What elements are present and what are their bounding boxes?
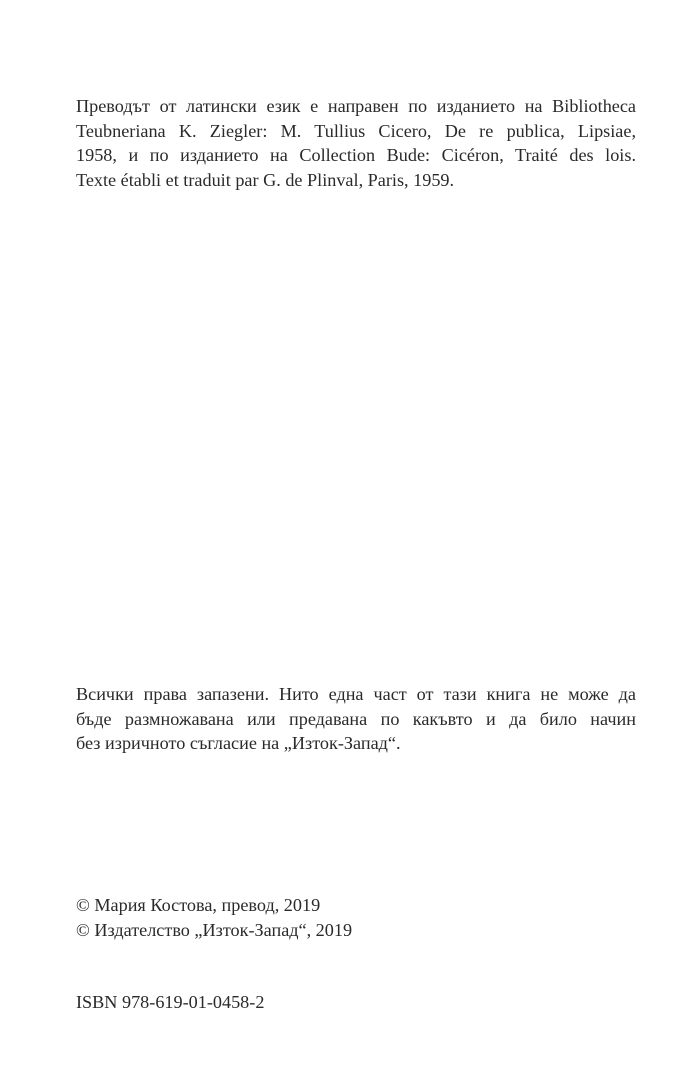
translation-note-line-3: 1958, и по изданието на Collection Bude: Cicéron, Traité des lois.	[76, 145, 636, 165]
copyright-publisher: © Издателство „Изток-Запад“, 2019	[76, 919, 353, 940]
translation-note-line-2: Teubneriana K. Ziegler: M. Tullius Cicero, De re publica, Lipsiae,	[76, 120, 636, 141]
translation-note-line-4: Texte établi et traduit par G. de Plinval, Paris, 1959.	[76, 169, 455, 190]
isbn-number: ISBN 978-619-01-0458-2	[76, 992, 265, 1012]
copyright-notice	[76, 893, 636, 942]
copyright-translation: © Мария Костова, превод, 2019	[76, 895, 321, 915]
rights-notice-line-1: Всички права запазени. Нито една част от тази книга не може да	[76, 684, 636, 704]
isbn	[76, 990, 636, 1015]
rights-notice-line-2: бъде размножавана или предавана по какъвто и да било начин	[76, 708, 636, 729]
rights-notice	[76, 682, 636, 756]
translation-note	[76, 94, 636, 192]
translation-note-line-1: Преводът от латински език е направен по изданието на Bibliotheca	[76, 96, 636, 116]
rights-notice-line-3: без изричното съгласие на „Изток-Запад“.	[76, 733, 401, 753]
